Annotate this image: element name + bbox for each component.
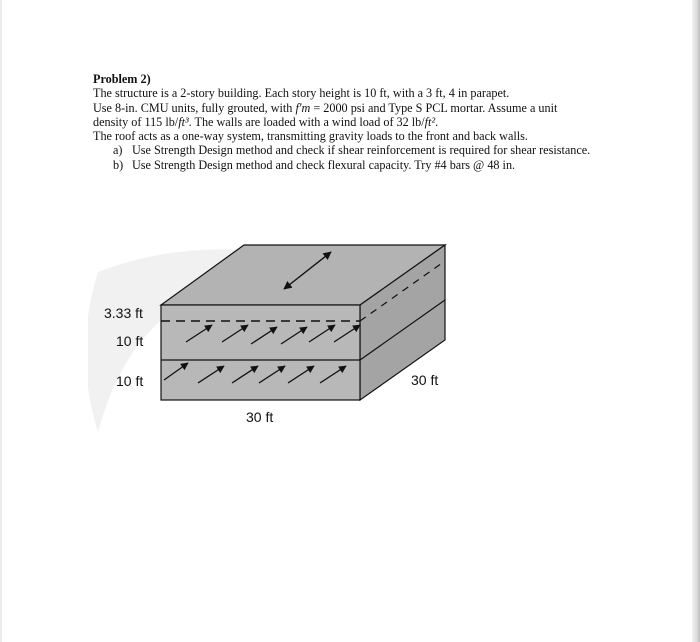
wind-unit: ft²: [424, 114, 436, 129]
page-edge-right: [692, 0, 700, 642]
label-side-depth: 30 ft: [411, 372, 439, 388]
problem-text: [93, 72, 653, 172]
problem-title: Problem 2): [93, 72, 151, 86]
line3-pre: density of 115 lb/: [93, 114, 179, 129]
page-edge-left: [0, 0, 2, 642]
line3-mid: . The walls are loaded with a wind load of 32 lb/: [188, 114, 425, 129]
problem-line-2: [93, 101, 653, 115]
item-a-marker: a): [113, 143, 123, 158]
front-face: [161, 305, 360, 400]
item-a-text: Use Strength Design method and check if shear reinforcement is required for shear resistance.: [132, 143, 591, 158]
fm-symbol: f′m: [295, 100, 311, 115]
problem-item-b: [93, 158, 653, 172]
density-unit: ft³: [178, 114, 189, 129]
line2-pre: Use 8-in. CMU units, fully grouted, with: [93, 100, 296, 115]
problem-line-3: [93, 115, 653, 129]
building-diagram: [88, 232, 468, 442]
label-front-width: 30 ft: [246, 409, 274, 425]
problem-line-1: The structure is a 2-story building. Each story height is 10 ft, with a 3 ft, 4 in parapet.: [93, 86, 510, 101]
line3-end: .: [435, 114, 439, 129]
problem-line-4: The roof acts as a one-way system, transmitting gravity loads to the front and back walls.: [93, 129, 528, 144]
problem-item-a: [93, 143, 653, 157]
label-story-2-height: 10 ft: [116, 333, 144, 349]
item-b-text: Use Strength Design method and check flexural capacity. Try #4 bars @ 48 in.: [132, 157, 516, 172]
label-story-1-height: 10 ft: [116, 373, 144, 389]
line2-post: = 2000 psi and Type S PCL mortar. Assume a unit: [310, 100, 558, 115]
label-parapet-height: 3.33 ft: [104, 305, 143, 321]
item-b-marker: b): [113, 157, 124, 172]
building-figure: [88, 232, 468, 442]
